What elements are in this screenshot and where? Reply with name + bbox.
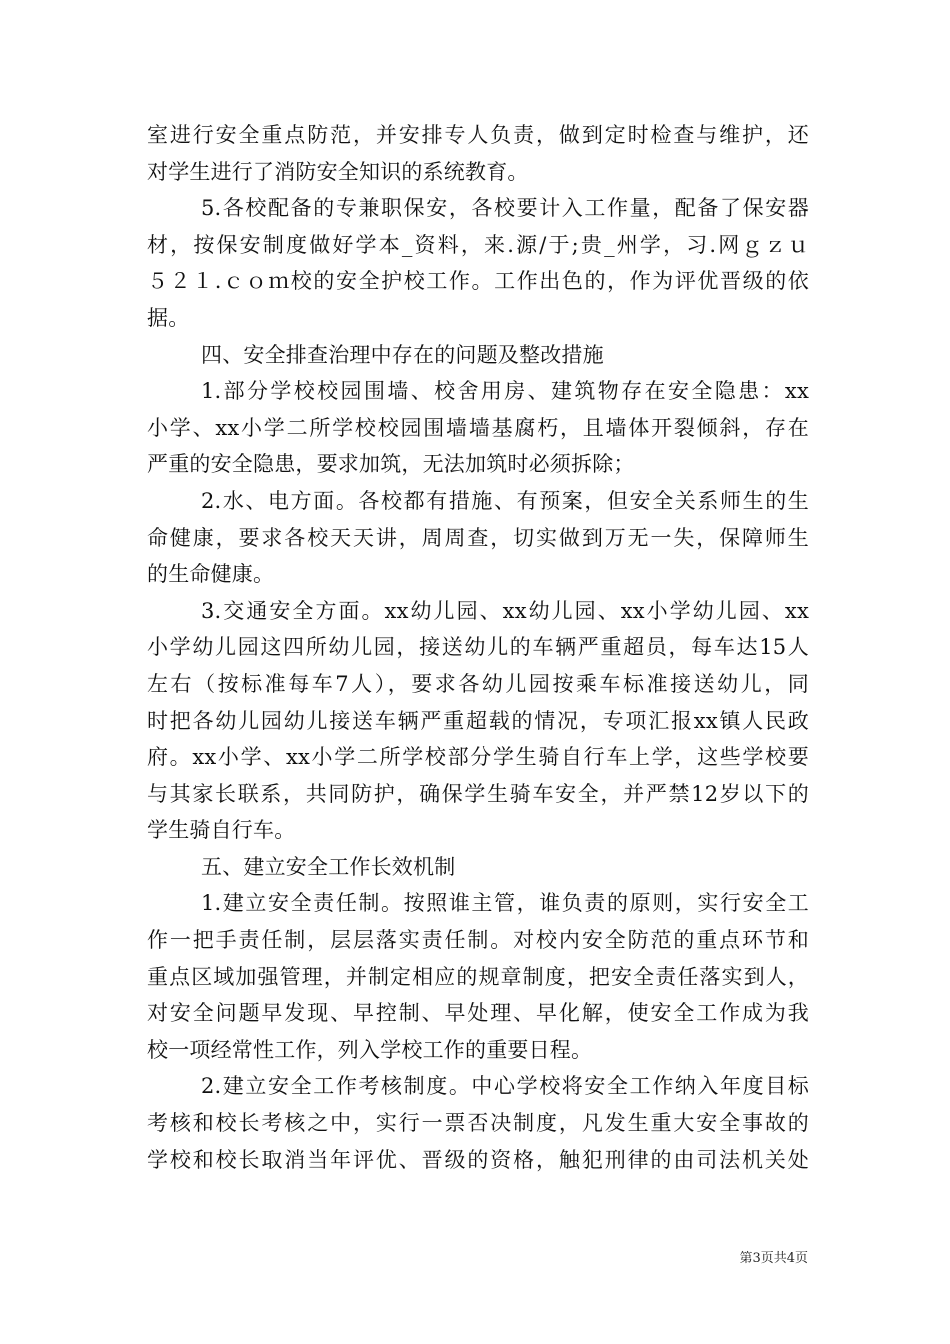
text-line: 小学、xx小学二所学校校园围墙墙基腐朽，且墙体开裂倾斜，存在	[147, 415, 809, 440]
text-line: 对安全问题早发现、早控制、早处理、早化解，使安全工作成为我	[147, 1001, 809, 1026]
text-line: 室进行安全重点防范，并安排专人负责，做到定时检查与维护，还	[147, 123, 809, 147]
text-line: 校一项经常性工作，列入学校工作的重要日程。	[147, 1037, 593, 1062]
text-line: 的生命健康。	[147, 562, 275, 587]
text-line: 作一把手责任制，层层落实责任制。对校内安全防范的重点环节和	[147, 928, 809, 953]
text-line: 与其家长联系，共同防护，确保学生骑车安全，并严禁12岁以下的	[147, 781, 809, 806]
text-line: 命健康，要求各校天天讲，周周查，切实做到万无一失，保障师生	[147, 525, 809, 550]
text-line: ５２１.ｃｏｍ校的安全护校工作。工作出色的，作为评优晋级的依	[147, 269, 809, 294]
text-line: 府。xx小学、xx小学二所学校部分学生骑自行车上学，这些学校要	[147, 745, 809, 770]
text-line: 考核和校长考核之中，实行一票否决制度，凡发生重大安全事故的	[147, 1111, 809, 1136]
text-line: 据。	[147, 305, 190, 330]
text-line: 2.建立安全工作考核制度。中心学校将安全工作纳入年度目标	[201, 1074, 809, 1099]
text-line: 材，按保安制度做好学本_资料，来.源/于;贵_州学，习.网ｇｚｕ	[147, 232, 809, 257]
text-line: 2.水、电方面。各校都有措施、有预案，但安全关系师生的生	[201, 488, 809, 513]
text-line: 1.部分学校校园围墙、校舍用房、建筑物存在安全隐患：xx	[201, 379, 809, 404]
section-heading: 五、建立安全工作长效机制	[201, 854, 456, 879]
text-line: 左右（按标准每车7人），要求各幼儿园按乘车标准接送幼儿，同	[147, 671, 809, 696]
text-line: 1.建立安全责任制。按照谁主管，谁负责的原则，实行安全工	[201, 891, 809, 916]
document-body	[147, 117, 809, 1178]
text-line: 重点区域加强管理，并制定相应的规章制度，把安全责任落实到人，	[147, 964, 809, 989]
text-line: 3.交通安全方面。xx幼儿园、xx幼儿园、xx小学幼儿园、xx	[201, 598, 809, 623]
text-line: 学校和校长取消当年评优、晋级的资格，触犯刑律的由司法机关处	[147, 1147, 809, 1172]
text-line: 5.各校配备的专兼职保安，各校要计入工作量，配备了保安器	[201, 196, 809, 221]
section-heading: 四、安全排查治理中存在的问题及整改措施	[201, 342, 604, 367]
text-line: 小学幼儿园这四所幼儿园，接送幼儿的车辆严重超员，每车达15人	[147, 635, 809, 660]
text-line: 对学生进行了消防安全知识的系统教育。	[147, 159, 529, 184]
page-number: 第3页共4页	[739, 1251, 808, 1266]
text-line: 学生骑自行车。	[147, 818, 296, 843]
text-line: 严重的安全隐患，要求加筑，无法加筑时必须拆除；	[147, 452, 635, 477]
text-line: 时把各幼儿园幼儿接送车辆严重超载的情况，专项汇报xx镇人民政	[147, 708, 809, 733]
